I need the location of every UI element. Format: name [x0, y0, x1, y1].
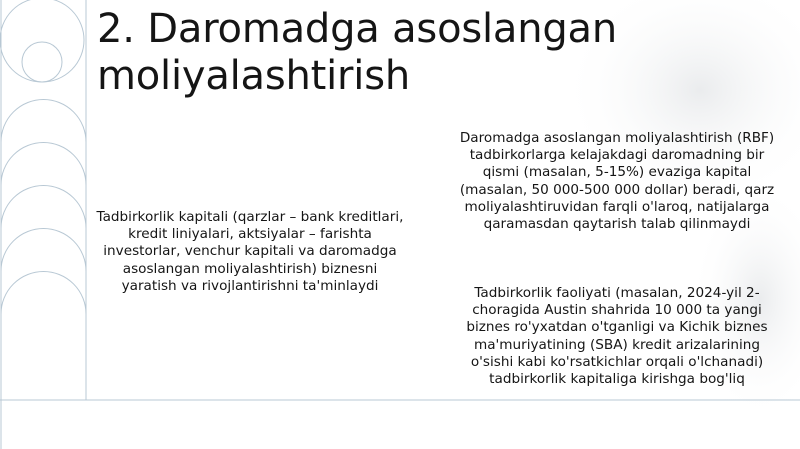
right-bottom-text-block: Tadbirkorlik faoliyati (masalan, 2024-yil 2-choragida Austin shahrida 10 000 ta yangi biznes ro'yxatdan o'tganligi va Kichik biznes ma'muriyatining (SBA) kredit arizalarining o'sishi kabi ko'rsatkichlar orqali o'lchanadi) tadbirkorlik kapitaliga kirishga bog'liq [466, 285, 768, 388]
arch-decoration-4 [1, 229, 86, 271]
outer-circle-decoration [0, 0, 84, 82]
inner-circle-decoration [22, 42, 62, 82]
arch-decoration-5 [1, 272, 86, 314]
arch-decoration-3 [1, 186, 86, 228]
right-top-text-block: Daromadga asoslangan moliyalashtirish (RBF) tadbirkorlarga kelajakdagi daromadning bir qismi (masalan, 5-15%) evaziga kapital (masalan, 50 000-500 000 dollar) beradi, qarz moliyalashtiruvidan farqli o'laroq, natijalarga qaramasdan qaytarish talab qilinmaydi [459, 130, 775, 233]
arch-decoration-1 [1, 100, 86, 142]
arch-decoration-2 [1, 143, 86, 185]
slide-title: 2. Daromadga asoslangan moliyalashtirish [97, 6, 618, 99]
left-text-block: Tadbirkorlik kapitali (qarzlar – bank kreditlari, kredit liniyalari, aktsiyalar – farishta investorlar, venchur kapitali va daromadga asoslangan moliyalashtirish) biznesni yaratish va rivojlantirishni ta'minlaydi [96, 209, 404, 294]
